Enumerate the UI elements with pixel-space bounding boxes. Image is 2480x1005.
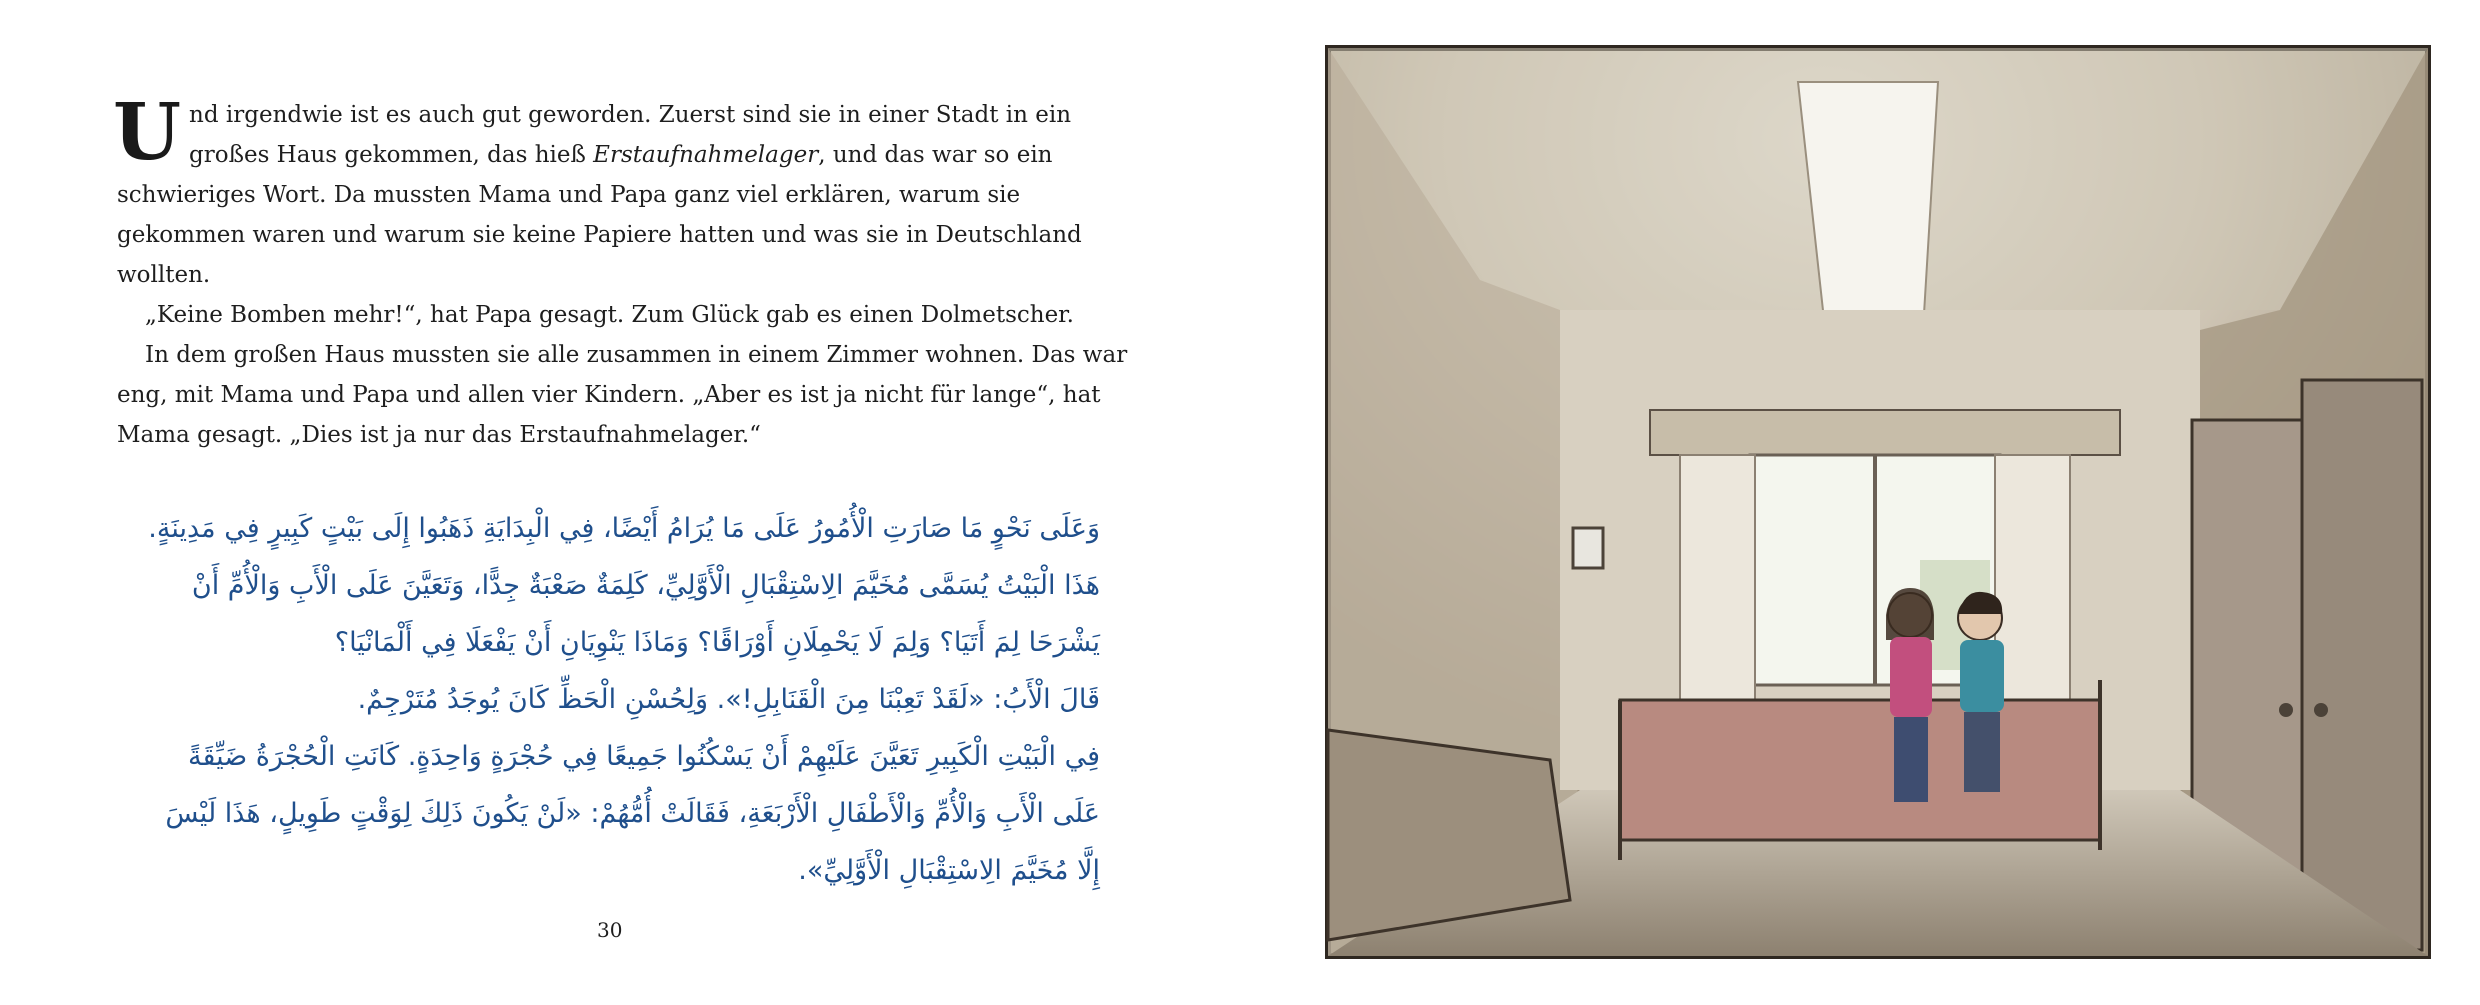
boy-shirt xyxy=(1960,640,2004,712)
locker-handle-left xyxy=(2279,703,2293,717)
boy-legs xyxy=(1964,712,2000,792)
wall-picture xyxy=(1573,528,1603,568)
bed-frame xyxy=(1620,700,2100,840)
left-curtain xyxy=(1680,455,1755,715)
girl-dress xyxy=(1890,637,1932,717)
arabic-text xyxy=(140,500,1100,899)
page-number: 30 xyxy=(597,918,623,942)
german-paragraph-1 xyxy=(113,87,1137,295)
german-text xyxy=(113,87,1137,455)
curtain-valance xyxy=(1650,410,2120,455)
boy-figure xyxy=(1958,592,2004,792)
girl-legs xyxy=(1894,717,1928,802)
german-paragraph-3: In dem großen Haus mussten sie alle zusammen in einem Zimmer wohnen. Das war eng, mit Mama und Papa und allen vier Kindern. „Aber es ist ja nicht für lange“, hat Mama gesagt. „Dies ist ja nur das Erstaufnahmelager.“ xyxy=(117,342,1128,448)
arabic-paragraph-2: قَالَ الْأَبُ: «لَقَدْ تَعِبْنَا مِنَ الْقَنَابِلِ!». وَلِحُسْنِ الْحَظِّ كَانَ يُوجَدُ مُتَرْجِمٌ. xyxy=(357,684,1100,715)
locker-handle-right xyxy=(2314,703,2328,717)
locker-right xyxy=(2302,380,2422,950)
german-p1-end: , und das war so ein schwieriges Wort. Da mussten Mama und Papa ganz viel erklären, warum sie gekommen waren und warum sie keine Papiere hatten und was sie in Deutschland wollten. xyxy=(117,142,1082,288)
german-p1-start: nd irgendwie ist es auch gut geworden. Zuerst sind sie in einer Stadt in ein großes Haus gekommen, das hieß xyxy=(189,102,1072,168)
room-illustration xyxy=(1320,40,2435,965)
german-paragraph-2: „Keine Bomben mehr!“, hat Papa gesagt. Zum Glück gab es einen Dolmetscher. xyxy=(145,302,1074,328)
room-illustration-svg xyxy=(1320,40,2435,965)
german-p1-emphasis: Erstaufnahmelager xyxy=(593,142,819,168)
arabic-paragraph-3: فِي الْبَيْتِ الْكَبِيرِ تَعَيَّنَ عَلَيْهِمْ أَنْ يَسْكُنُوا جَمِيعًا فِي حُجْرَةٍ وَاحِدَةٍ. كَانَتِ الْحُجْرَةُ ضَيِّقَةً عَلَى الْأَبِ وَالْأُمِّ وَالْأَطْفَالِ الْأَرْبَعَةِ، فَقَالَتْ أُمُّهُمْ: «لَنْ يَكُونَ ذَلِكَ لِوَقْتٍ طَوِيلٍ، هَذَا لَيْسَ إِلَّا مُخَيَّمَ الِاسْتِقْبَالِ الْأَوَّلِيِّ». xyxy=(165,741,1100,886)
right-curtain xyxy=(1995,455,2070,715)
drop-cap: U xyxy=(113,87,182,178)
arabic-paragraph-1: وَعَلَى نَحْوٍ مَا صَارَتِ الْأُمُورُ عَلَى مَا يُرَامُ أَيْضًا، فِي الْبِدَايَةِ ذَهَبُوا إِلَى بَيْتٍ كَبِيرٍ فِي مَدِينَةٍ. هَذَا الْبَيْتُ يُسَمَّى مُخَيَّمَ الِاسْتِقْبَالِ الْأَوَّلِيِّ، كَلِمَةٌ صَعْبَةٌ جِدًّا، وَتَعَيَّنَ عَلَى الْأَبِ وَالْأُمِّ أَنْ يَشْرَحَا لِمَ أَتَيَا؟ وَلِمَ لَا يَحْمِلَانِ أَوْرَاقًا؟ وَمَاذَا يَنْوِيَانِ أَنْ يَفْعَلَا فِي أَلْمَانْيَا؟ xyxy=(148,513,1100,658)
girl-hair xyxy=(1886,588,1934,640)
